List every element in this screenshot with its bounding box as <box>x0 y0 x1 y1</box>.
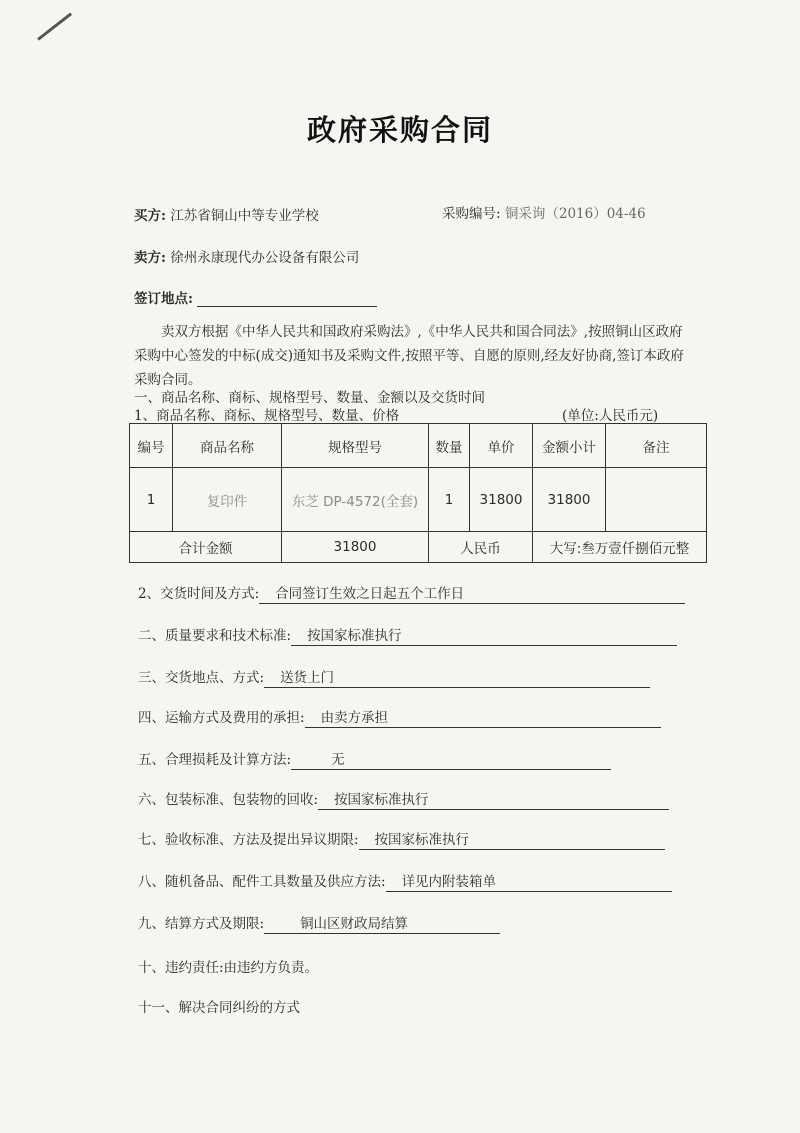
clause-value: 详见内附装箱单 <box>386 873 672 892</box>
cell-remark <box>606 468 707 532</box>
sign-place-value <box>197 290 377 307</box>
cell-quantity: 1 <box>429 468 470 532</box>
clause-dispute <box>138 996 300 1016</box>
clause-label: 四、运输方式及费用的承担: <box>138 710 305 726</box>
clause-value: 铜山区财政局结算 <box>264 915 500 934</box>
sign-place-label: 签订地点: <box>134 291 193 307</box>
clause-label: 九、结算方式及期限: <box>138 916 265 932</box>
seller-line <box>134 246 359 266</box>
clause-value: 按国家标准执行 <box>318 791 669 810</box>
header-cell: 金额小计 <box>533 424 606 468</box>
pen-mark <box>37 12 72 40</box>
section1-heading: 一、商品名称、商标、规格型号、数量、金额以及交货时间 <box>134 390 485 406</box>
currency-label: 人民币 <box>429 532 533 563</box>
clause-quality <box>138 624 677 646</box>
clause-value: 由卖方承担 <box>305 709 661 728</box>
section1-subheading: 1、商品名称、商标、规格型号、数量、价格 <box>134 408 400 424</box>
clause-value: 按国家标准执行 <box>291 627 677 646</box>
cell-unit-price: 31800 <box>470 468 533 532</box>
buyer-value: 江苏省铜山中等专业学校 <box>170 208 319 224</box>
header-cell: 备注 <box>606 424 707 468</box>
total-value: 31800 <box>282 532 429 563</box>
clause-label: 七、验收标准、方法及提出异议期限: <box>138 832 359 848</box>
unit-note: (单位:人民币元) <box>562 408 659 424</box>
table-total-row <box>130 532 707 563</box>
clause-label: 八、随机备品、配件工具数量及供应方法: <box>138 874 386 890</box>
clause-label: 五、合理损耗及计算方法: <box>138 752 292 768</box>
header-cell: 商品名称 <box>173 424 282 468</box>
clause-label: 二、质量要求和技术标准: <box>138 628 292 644</box>
clause-loss <box>138 748 611 770</box>
header-cell: 规格型号 <box>282 424 429 468</box>
header-cell: 单价 <box>470 424 533 468</box>
clause-delivery-place <box>138 666 650 688</box>
header-cell: 数量 <box>429 424 470 468</box>
clause-label: 六、包装标准、包装物的回收: <box>138 792 319 808</box>
cell-subtotal: 31800 <box>533 468 606 532</box>
clause-label: 三、交货地点、方式: <box>138 670 265 686</box>
clause-spare-parts <box>138 870 672 892</box>
clause-settlement <box>138 912 500 934</box>
intro-paragraph <box>134 320 694 392</box>
cell-no: 1 <box>130 468 173 532</box>
header-cell: 编号 <box>130 424 173 468</box>
seller-label: 卖方: <box>134 250 166 266</box>
clause-value: 按国家标准执行 <box>359 831 665 850</box>
procurement-no-label: 采购编号: <box>442 206 501 222</box>
buyer-label: 买方: <box>134 208 166 224</box>
clause-label: 十一、解决合同纠纷的方式 <box>138 1000 300 1016</box>
clause-label: 2、交货时间及方式: <box>138 586 260 602</box>
clause-packaging <box>138 788 669 810</box>
clause-acceptance <box>138 828 665 850</box>
total-label: 合计金额 <box>130 532 282 563</box>
clause-value: 无 <box>291 751 611 770</box>
table-row <box>130 468 707 532</box>
seller-value: 徐州永康现代办公设备有限公司 <box>170 250 360 266</box>
procurement-no-value: 铜采询（2016）04-46 <box>504 206 646 222</box>
document-title: 政府采购合同 <box>306 113 493 147</box>
cell-product-name: 复印件 <box>173 468 282 532</box>
goods-table <box>129 423 707 563</box>
procurement-no-line <box>442 202 646 222</box>
cell-model: 东芝 DP-4572(全套) <box>282 468 429 532</box>
clause-value: 合同签订生效之日起五个工作日 <box>259 585 685 604</box>
total-uppercase: 大写:叁万壹仟捌佰元整 <box>533 532 707 563</box>
clause-label: 十、违约责任:由违约方负责。 <box>138 960 319 976</box>
buyer-line <box>134 204 319 224</box>
clause-liability <box>138 956 318 976</box>
clause-delivery-time <box>138 582 685 604</box>
table-header-row <box>130 424 707 468</box>
intro-text: 卖双方根据《中华人民共和国政府采购法》,《中华人民共和国合同法》,按照铜山区政府采购中心签发的中标(成交)通知书及采购文件,按照平等、自愿的原则,经友好协商,签订本政府采购合同。 <box>134 324 684 388</box>
clause-transport <box>138 706 661 728</box>
clause-value: 送货上门 <box>264 669 650 688</box>
sign-place-line <box>134 287 377 307</box>
